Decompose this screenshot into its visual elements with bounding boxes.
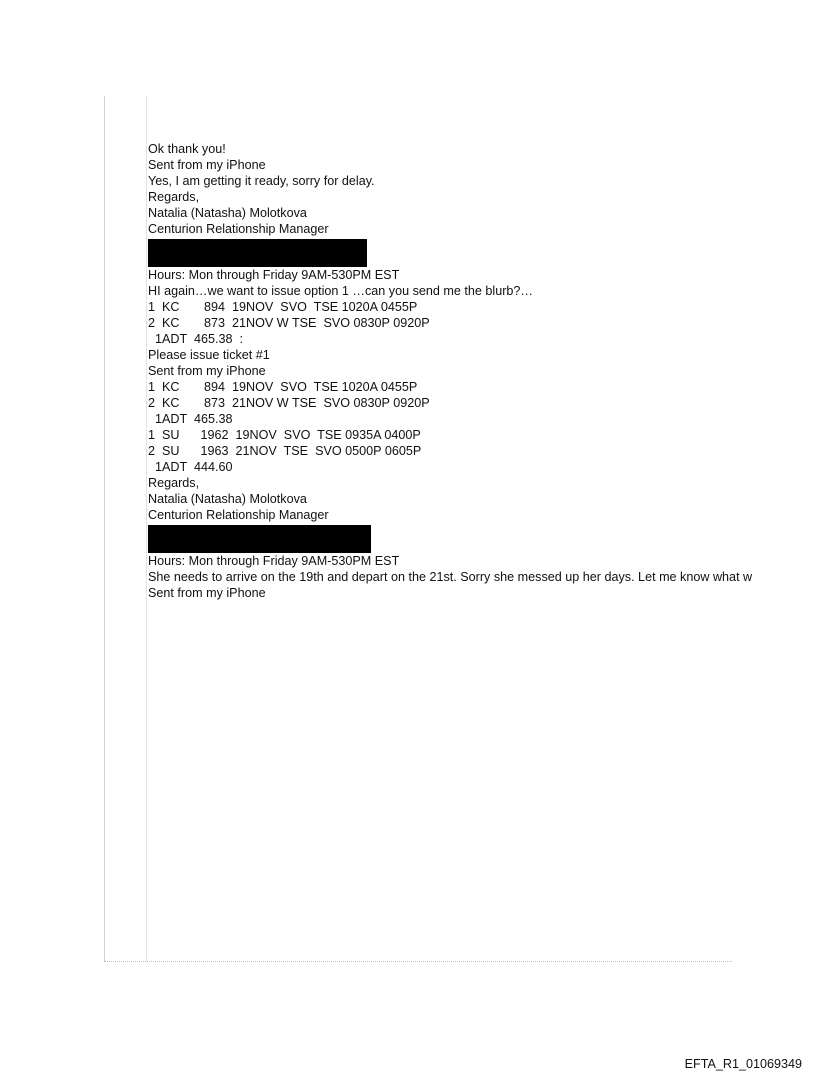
message-text: Ok thank you! (148, 142, 226, 156)
signature-title: Centurion Relationship Manager (148, 222, 329, 236)
signature-title: Centurion Relationship Manager (148, 508, 329, 522)
email-thread-content (148, 141, 816, 601)
signature-sent-from: Sent from my iPhone (148, 158, 266, 172)
message-text: Yes, I am getting it ready, sorry for delay. (148, 174, 375, 188)
signature-line: Regards, (148, 190, 200, 204)
message-text: Please issue ticket #1 (148, 348, 270, 362)
signature-line: Regards, (148, 476, 200, 490)
message-text: HI again…we want to issue option 1 …can you send me the blurb?… (148, 284, 534, 298)
fare-line: 1ADT 465.38 (148, 412, 233, 426)
signature-hours: Hours: Mon through Friday 9AM-530PM EST (148, 268, 400, 282)
signature-name: Natalia (Natasha) Molotkova (148, 206, 307, 220)
signature-sent-from: Sent from my iPhone (148, 586, 266, 600)
document-id: EFTA_R1_01069349 (684, 1057, 802, 1071)
signature-name: Natalia (Natasha) Molotkova (148, 492, 307, 506)
redaction-block (148, 239, 367, 267)
itinerary-line: 2 KC 873 21NOV W TSE SVO 0830P 0920P (148, 396, 430, 410)
quote-rule (146, 96, 147, 962)
itinerary-line: 1 SU 1962 19NOV SVO TSE 0935A 0400P (148, 428, 421, 442)
signature-sent-from: Sent from my iPhone (148, 364, 266, 378)
thread-bottom-border (104, 961, 732, 962)
signature-hours: Hours: Mon through Friday 9AM-530PM EST (148, 554, 400, 568)
itinerary-line: 1 KC 894 19NOV SVO TSE 1020A 0455P (148, 300, 418, 314)
fare-line: 1ADT 465.38 : (148, 332, 243, 346)
itinerary-line: 2 KC 873 21NOV W TSE SVO 0830P 0920P (148, 316, 430, 330)
itinerary-line: 1 KC 894 19NOV SVO TSE 1020A 0455P (148, 380, 418, 394)
itinerary-line: 2 SU 1963 21NOV TSE SVO 0500P 0605P (148, 444, 422, 458)
fare-line: 1ADT 444.60 (148, 460, 233, 474)
message-text: She needs to arrive on the 19th and depart on the 21st. Sorry she messed up her days. Let me know what w (148, 570, 753, 584)
redaction-block (148, 525, 371, 553)
